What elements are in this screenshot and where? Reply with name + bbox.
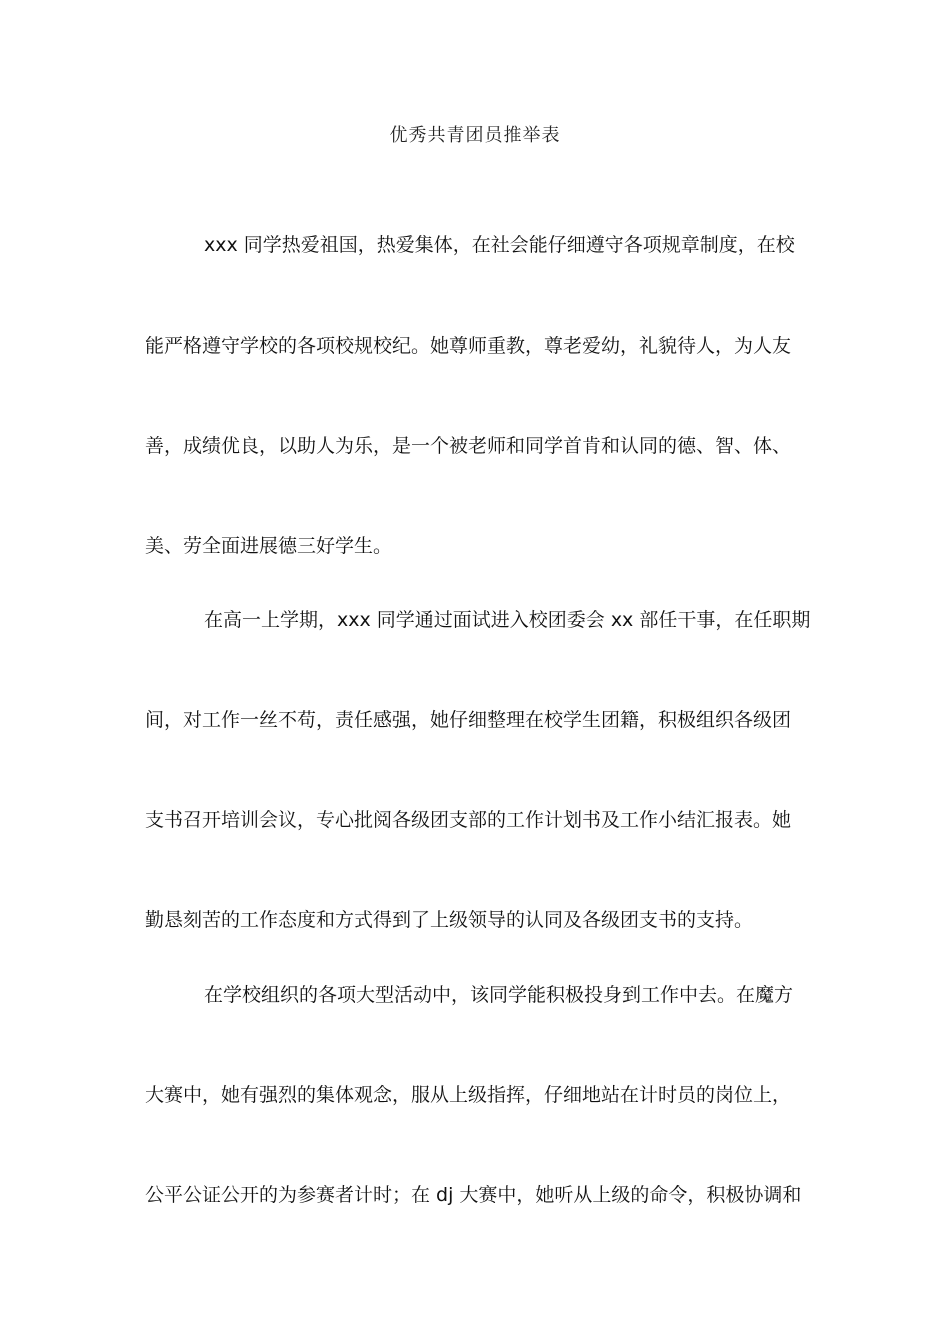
paragraph-line: 间，对工作一丝不苟，责任感强，她仔细整理在校学生团籍，积极组织各级团: [145, 709, 792, 731]
document-title: 优秀共青团员推举表: [389, 125, 561, 146]
paragraph-line: 能严格遵守学校的各项校规校纪。她尊师重教，尊老爱幼，礼貌待人，为人友: [145, 335, 792, 357]
paragraph-line: 在高一上学期，xxx 同学通过面试进入校团委会 xx 部任干事，在任职期: [204, 609, 811, 631]
paragraph-line: 在学校组织的各项大型活动中，该同学能积极投身到工作中去。在魔方: [204, 984, 794, 1006]
paragraph-line: 善，成绩优良，以助人为乐，是一个被老师和同学首肯和认同的德、智、体、: [145, 435, 792, 457]
paragraph-line: xxx 同学热爱祖国，热爱集体，在社会能仔细遵守各项规章制度，在校: [204, 234, 795, 256]
paragraph-line: 勤恳刻苦的工作态度和方式得到了上级领导的认同及各级团支书的支持。: [145, 909, 754, 931]
paragraph-line: 美、劳全面进展德三好学生。: [145, 535, 393, 557]
paragraph-line: 大赛中，她有强烈的集体观念，服从上级指挥，仔细地站在计时员的岗位上，: [145, 1084, 792, 1106]
paragraph-line: 公平公证公开的为参赛者计时；在 dj 大赛中，她听从上级的命令，积极协调和: [145, 1184, 802, 1206]
paragraph-line: 支书召开培训会议，专心批阅各级团支部的工作计划书及工作小结汇报表。她: [145, 809, 792, 831]
